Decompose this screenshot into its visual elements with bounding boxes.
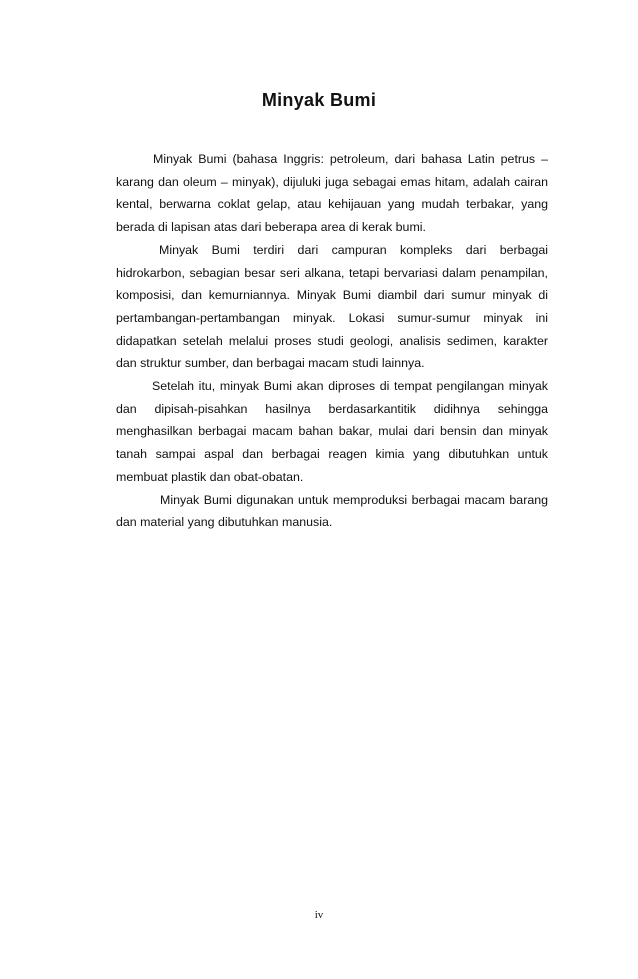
- paragraph-2: Minyak Bumi terdiri dari campuran kompleks dari berbagai hidrokarbon, sebagian besar seri alkana, tetapi bervariasi dalam penampilan, komposisi, dan kemurniannya. Minyak Bumi diambil dari sumur minyak di pertambangan-pertambangan minyak. Lokasi sumur-sumur minyak ini didapatkan setelah melalui proses studi geologi, analisis sedimen, karakter dan struktur sumber, dan berbagai macam studi lainnya.: [116, 242, 548, 371]
- page-title: Minyak Bumi: [261, 90, 377, 110]
- body-text: [116, 148, 548, 534]
- paragraph-3: Setelah itu, minyak Bumi akan diproses di tempat pengilangan minyak dan dipisah-pisahkan hasilnya berdasarkantitik didihnya sehingga menghasilkan berbagai macam bahan bakar, mulai dari bensin dan minyak tanah sampai aspal dan berbagai reagen kimia yang dibutuhkan untuk membuat plastik dan obat-obatan.: [116, 379, 548, 484]
- paragraph-4: Minyak Bumi digunakan untuk memproduksi berbagai macam barang dan material yang dibutuhkan manusia.: [116, 492, 548, 530]
- page-number: iv: [314, 909, 324, 921]
- paragraph-1: Minyak Bumi (bahasa Inggris: petroleum, dari bahasa Latin petrus – karang dan oleum – minyak), dijuluki juga sebagai emas hitam, adalah cairan kental, berwarna coklat gelap, atau kehijauan yang mudah terbakar, yang berada di lapisan atas dari beberapa area di kerak bumi.: [116, 152, 548, 235]
